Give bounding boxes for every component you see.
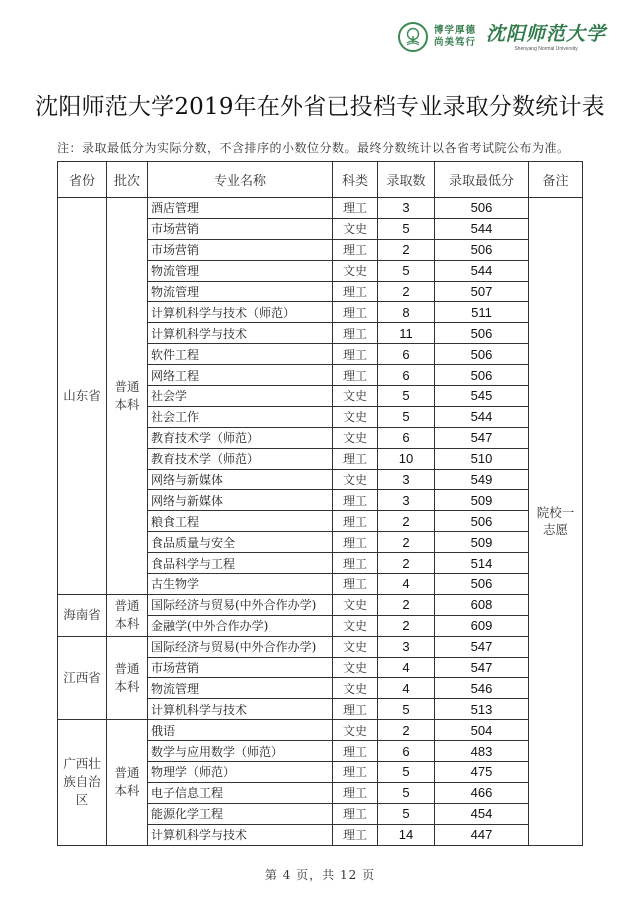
admission-table — [57, 161, 583, 846]
category-cell: 文史 — [333, 427, 378, 448]
major-cell: 数学与应用数学（师范） — [148, 741, 333, 762]
remark-cell: 院校一志愿 — [529, 198, 583, 846]
table-row — [58, 198, 583, 219]
min-score-cell: 506 — [435, 239, 529, 260]
category-cell: 文史 — [333, 720, 378, 741]
admission-count-cell: 5 — [378, 386, 435, 407]
category-cell: 文史 — [333, 594, 378, 615]
admission-count-cell: 3 — [378, 490, 435, 511]
brand — [486, 23, 606, 52]
major-cell: 物流管理 — [148, 678, 333, 699]
brand-name-cn: 沈阳师范大学 — [486, 22, 607, 45]
category-cell: 理工 — [333, 553, 378, 574]
min-score-cell: 513 — [435, 699, 529, 720]
admission-count-cell: 4 — [378, 574, 435, 595]
min-score-cell: 511 — [435, 302, 529, 323]
table-row — [58, 594, 583, 615]
min-score-cell: 504 — [435, 720, 529, 741]
category-cell: 理工 — [333, 344, 378, 365]
major-cell: 软件工程 — [148, 344, 333, 365]
category-cell: 文史 — [333, 636, 378, 657]
min-score-cell: 544 — [435, 406, 529, 427]
major-cell: 古生物学 — [148, 574, 333, 595]
category-cell: 文史 — [333, 386, 378, 407]
admission-count-cell: 14 — [378, 824, 435, 845]
major-cell: 能源化学工程 — [148, 803, 333, 824]
major-cell: 物理学（师范） — [148, 762, 333, 783]
admission-count-cell: 10 — [378, 448, 435, 469]
admission-count-cell: 5 — [378, 762, 435, 783]
min-score-cell: 514 — [435, 553, 529, 574]
major-cell: 物流管理 — [148, 260, 333, 281]
major-cell: 社会学 — [148, 386, 333, 407]
major-cell: 金融学(中外合作办学) — [148, 615, 333, 636]
category-cell: 理工 — [333, 532, 378, 553]
table-header-row — [58, 162, 583, 198]
province-cell: 广西壮族自治区 — [58, 720, 107, 845]
table-row — [58, 720, 583, 741]
major-cell: 俄语 — [148, 720, 333, 741]
min-score-cell: 506 — [435, 323, 529, 344]
col-header-count: 录取数 — [378, 162, 435, 198]
min-score-cell: 475 — [435, 762, 529, 783]
category-cell: 文史 — [333, 406, 378, 427]
category-cell: 理工 — [333, 803, 378, 824]
admission-count-cell: 3 — [378, 469, 435, 490]
admission-count-cell: 3 — [378, 198, 435, 219]
min-score-cell: 509 — [435, 490, 529, 511]
admission-count-cell: 4 — [378, 657, 435, 678]
admission-count-cell: 5 — [378, 260, 435, 281]
min-score-cell: 483 — [435, 741, 529, 762]
admission-count-cell: 6 — [378, 344, 435, 365]
major-cell: 国际经济与贸易(中外合作办学) — [148, 594, 333, 615]
min-score-cell: 544 — [435, 260, 529, 281]
admission-count-cell: 2 — [378, 239, 435, 260]
admission-count-cell: 2 — [378, 511, 435, 532]
major-cell: 教育技术学（师范） — [148, 448, 333, 469]
major-cell: 市场营销 — [148, 239, 333, 260]
admission-count-cell: 2 — [378, 615, 435, 636]
min-score-cell: 547 — [435, 427, 529, 448]
footnote: 注：录取最低分为实际分数，不含排序的小数位分数。最终分数统计以各省考试院公布为准。 — [57, 141, 570, 155]
category-cell: 理工 — [333, 574, 378, 595]
admission-count-cell: 2 — [378, 553, 435, 574]
major-cell: 计算机科学与技术 — [148, 824, 333, 845]
admission-count-cell: 6 — [378, 741, 435, 762]
major-cell: 网络与新媒体 — [148, 469, 333, 490]
min-score-cell: 507 — [435, 281, 529, 302]
col-header-remark: 备注 — [529, 162, 583, 198]
major-cell: 粮食工程 — [148, 511, 333, 532]
category-cell: 文史 — [333, 260, 378, 281]
min-score-cell: 549 — [435, 469, 529, 490]
min-score-cell: 509 — [435, 532, 529, 553]
min-score-cell: 506 — [435, 574, 529, 595]
category-cell: 理工 — [333, 198, 378, 219]
admission-count-cell: 8 — [378, 302, 435, 323]
category-cell: 理工 — [333, 281, 378, 302]
col-header-province: 省份 — [58, 162, 107, 198]
batch-cell: 普通本科 — [107, 636, 148, 720]
category-cell: 理工 — [333, 782, 378, 803]
page-number: 第 4 页，共 12 页 — [264, 868, 376, 882]
brand-name-en: Shenyang Normal University — [514, 45, 578, 52]
admission-count-cell: 2 — [378, 594, 435, 615]
major-cell: 计算机科学与技术 — [148, 323, 333, 344]
category-cell: 文史 — [333, 657, 378, 678]
major-cell: 网络与新媒体 — [148, 490, 333, 511]
university-logo — [398, 22, 606, 52]
admission-count-cell: 6 — [378, 365, 435, 386]
col-header-major: 专业名称 — [148, 162, 333, 198]
motto — [434, 25, 476, 49]
category-cell: 理工 — [333, 511, 378, 532]
min-score-cell: 544 — [435, 218, 529, 239]
col-header-batch: 批次 — [107, 162, 148, 198]
major-cell: 计算机科学与技术（师范） — [148, 302, 333, 323]
admission-count-cell: 5 — [378, 406, 435, 427]
category-cell: 理工 — [333, 239, 378, 260]
min-score-cell: 454 — [435, 803, 529, 824]
motto-line-1: 博学厚德 — [434, 25, 477, 36]
category-cell: 文史 — [333, 469, 378, 490]
major-cell: 电子信息工程 — [148, 782, 333, 803]
major-cell: 物流管理 — [148, 281, 333, 302]
category-cell: 理工 — [333, 490, 378, 511]
admission-count-cell: 3 — [378, 636, 435, 657]
province-cell: 海南省 — [58, 594, 107, 636]
category-cell: 文史 — [333, 678, 378, 699]
table-row — [58, 636, 583, 657]
document-title: 沈阳师范大学2019年在外省已投档专业录取分数统计表 — [35, 94, 605, 120]
major-cell: 网络工程 — [148, 365, 333, 386]
min-score-cell: 506 — [435, 198, 529, 219]
admission-count-cell: 5 — [378, 803, 435, 824]
min-score-cell: 506 — [435, 365, 529, 386]
major-cell: 市场营销 — [148, 218, 333, 239]
major-cell: 酒店管理 — [148, 198, 333, 219]
admission-count-cell: 5 — [378, 782, 435, 803]
category-cell: 理工 — [333, 365, 378, 386]
major-cell: 食品科学与工程 — [148, 553, 333, 574]
admission-count-cell: 2 — [378, 532, 435, 553]
admission-count-cell: 6 — [378, 427, 435, 448]
batch-cell: 普通本科 — [107, 198, 148, 595]
major-cell: 市场营销 — [148, 657, 333, 678]
min-score-cell: 466 — [435, 782, 529, 803]
batch-cell: 普通本科 — [107, 594, 148, 636]
min-score-cell: 506 — [435, 344, 529, 365]
min-score-cell: 447 — [435, 824, 529, 845]
min-score-cell: 608 — [435, 594, 529, 615]
major-cell: 食品质量与安全 — [148, 532, 333, 553]
category-cell: 理工 — [333, 762, 378, 783]
min-score-cell: 506 — [435, 511, 529, 532]
category-cell: 理工 — [333, 323, 378, 344]
min-score-cell: 545 — [435, 386, 529, 407]
category-cell: 文史 — [333, 218, 378, 239]
province-cell: 江西省 — [58, 636, 107, 720]
category-cell: 理工 — [333, 824, 378, 845]
admission-count-cell: 5 — [378, 218, 435, 239]
major-cell: 国际经济与贸易(中外合作办学) — [148, 636, 333, 657]
category-cell: 理工 — [333, 302, 378, 323]
min-score-cell: 510 — [435, 448, 529, 469]
major-cell: 计算机科学与技术 — [148, 699, 333, 720]
admission-count-cell: 2 — [378, 720, 435, 741]
major-cell: 教育技术学（师范） — [148, 427, 333, 448]
category-cell: 理工 — [333, 448, 378, 469]
category-cell: 文史 — [333, 615, 378, 636]
col-header-min-score: 录取最低分 — [435, 162, 529, 198]
min-score-cell: 546 — [435, 678, 529, 699]
admission-count-cell: 5 — [378, 699, 435, 720]
motto-line-2: 尚美笃行 — [434, 37, 477, 48]
col-header-category: 科类 — [333, 162, 378, 198]
category-cell: 理工 — [333, 699, 378, 720]
admission-count-cell: 11 — [378, 323, 435, 344]
admission-count-cell: 2 — [378, 281, 435, 302]
province-cell: 山东省 — [58, 198, 107, 595]
batch-cell: 普通本科 — [107, 720, 148, 845]
min-score-cell: 609 — [435, 615, 529, 636]
category-cell: 理工 — [333, 741, 378, 762]
major-cell: 社会工作 — [148, 406, 333, 427]
min-score-cell: 547 — [435, 657, 529, 678]
admission-count-cell: 4 — [378, 678, 435, 699]
min-score-cell: 547 — [435, 636, 529, 657]
tree-emblem-icon — [398, 22, 428, 52]
